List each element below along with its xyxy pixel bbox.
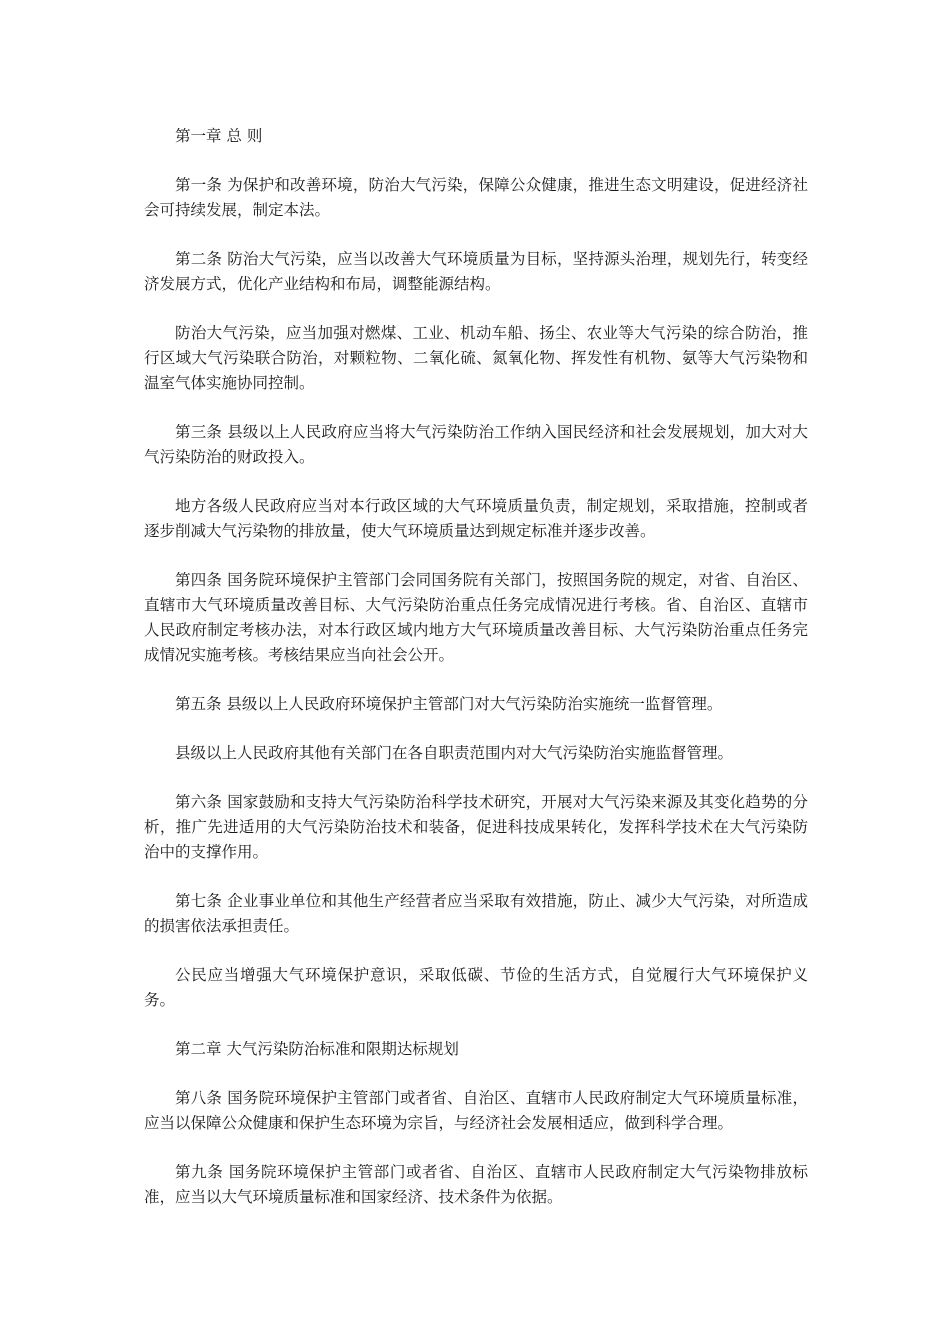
article-8: 第八条 国务院环境保护主管部门或者省、自治区、直辖市人民政府制定大气环境质量标准，应当以保障公众健康和保护生态环境为宗旨，与经济社会发展相适应，做到科学合理。 bbox=[144, 1089, 808, 1132]
article-2: 第二条 防治大气污染，应当以改善大气环境质量为目标，坚持源头治理，规划先行，转变经济发展方式，优化产业结构和布局，调整能源结构。 bbox=[144, 250, 808, 293]
chapter-heading-1: 第一章 总 则 bbox=[175, 127, 263, 145]
document-body bbox=[144, 124, 808, 1234]
article-6: 第六条 国家鼓励和支持大气污染防治科学技术研究，开展对大气污染来源及其变化趋势的分析，推广先进适用的大气污染防治技术和装备，促进科技成果转化，发挥科学技术在大气污染防治中的支撑作用。 bbox=[144, 793, 808, 861]
article-9: 第九条 国务院环境保护主管部门或者省、自治区、直辖市人民政府制定大气污染物排放标准，应当以大气环境质量标准和国家经济、技术条件为依据。 bbox=[144, 1163, 808, 1206]
chapter-heading-2: 第二章 大气污染防治标准和限期达标规划 bbox=[175, 1040, 459, 1058]
article-7-paragraph-2: 公民应当增强大气环境保护意识，采取低碳、节俭的生活方式，自觉履行大气环境保护义务。 bbox=[144, 966, 808, 1009]
article-3: 第三条 县级以上人民政府应当将大气污染防治工作纳入国民经济和社会发展规划，加大对大气污染防治的财政投入。 bbox=[144, 423, 808, 466]
article-2-paragraph-2: 防治大气污染，应当加强对燃煤、工业、机动车船、扬尘、农业等大气污染的综合防治，推行区域大气污染联合防治，对颗粒物、二氧化硫、氮氧化物、挥发性有机物、氨等大气污染物和温室气体实施协同控制。 bbox=[144, 324, 808, 392]
article-5: 第五条 县级以上人民政府环境保护主管部门对大气污染防治实施统一监督管理。 bbox=[175, 695, 723, 713]
article-4: 第四条 国务院环境保护主管部门会同国务院有关部门，按照国务院的规定，对省、自治区、直辖市大气环境质量改善目标、大气污染防治重点任务完成情况进行考核。省、自治区、直辖市人民政府制定考核办法，对本行政区域内地方大气环境质量改善目标、大气污染防治重点任务完成情况实施考核。考核结果应当向社会公开。 bbox=[144, 571, 808, 664]
article-3-paragraph-2: 地方各级人民政府应当对本行政区域的大气环境质量负责，制定规划，采取措施，控制或者逐步削减大气污染物的排放量，使大气环境质量达到规定标准并逐步改善。 bbox=[144, 497, 808, 540]
article-7: 第七条 企业事业单位和其他生产经营者应当采取有效措施，防止、减少大气污染，对所造成的损害依法承担责任。 bbox=[144, 892, 808, 935]
article-5-paragraph-2: 县级以上人民政府其他有关部门在各自职责范围内对大气污染防治实施监督管理。 bbox=[175, 744, 734, 762]
article-1: 第一条 为保护和改善环境，防治大气污染，保障公众健康，推进生态文明建设，促进经济社会可持续发展，制定本法。 bbox=[144, 176, 808, 219]
